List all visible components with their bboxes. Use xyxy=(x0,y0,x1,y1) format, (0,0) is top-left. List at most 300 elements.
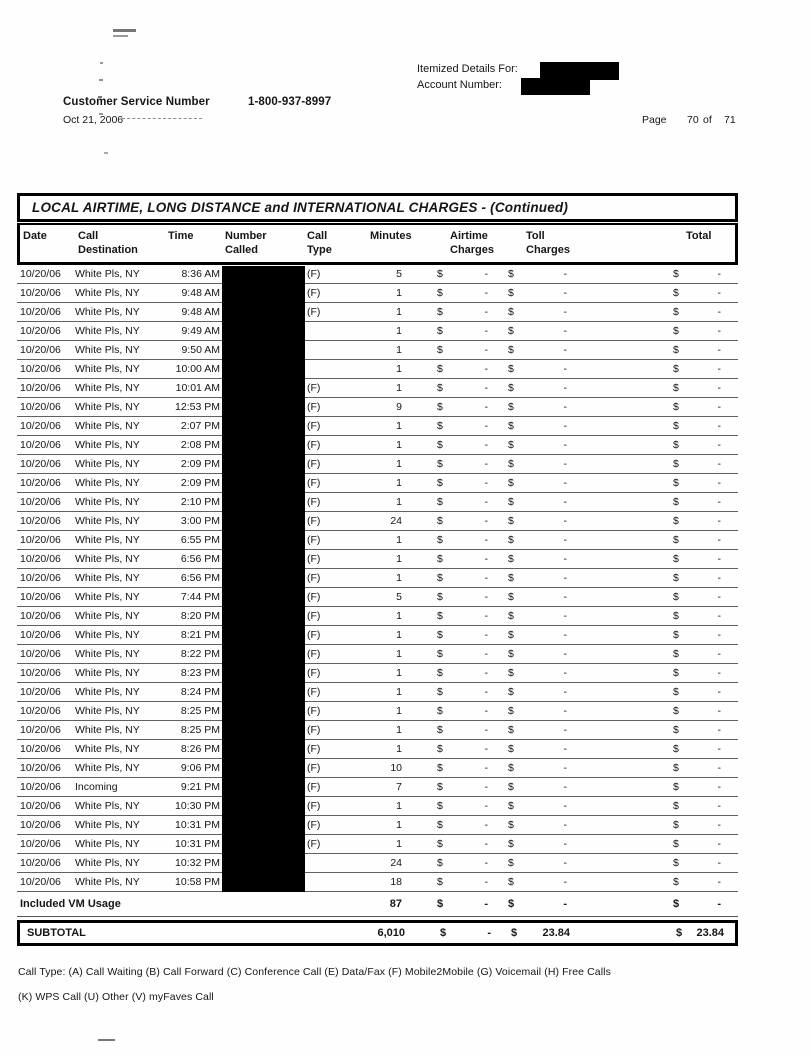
call-destination: White Pls, NY xyxy=(75,629,140,641)
currency-symbol: $ xyxy=(437,325,443,337)
currency-symbol: $ xyxy=(508,458,514,470)
currency-symbol: $ xyxy=(437,363,443,375)
airtime-charge-value: - xyxy=(484,496,488,508)
call-destination: White Pls, NY xyxy=(75,610,140,622)
call-destination: White Pls, NY xyxy=(75,382,140,394)
currency-symbol: $ xyxy=(508,876,514,888)
total-charge-value: - xyxy=(717,743,721,755)
airtime-charge-value: - xyxy=(484,268,488,280)
call-minutes: 1 xyxy=(396,705,402,717)
call-record-row xyxy=(17,455,738,474)
call-minutes: 1 xyxy=(396,420,402,432)
call-date: 10/20/06 xyxy=(20,572,61,584)
currency-symbol: $ xyxy=(437,762,443,774)
call-destination: White Pls, NY xyxy=(75,819,140,831)
customer-service-label: Customer Service Number xyxy=(63,96,210,108)
currency-symbol: $ xyxy=(508,667,514,679)
call-time: 9:50 AM xyxy=(181,344,220,356)
currency-symbol: $ xyxy=(437,705,443,717)
toll-charge-value: - xyxy=(563,610,567,622)
currency-symbol: $ xyxy=(508,420,514,432)
airtime-charge-value: - xyxy=(484,591,488,603)
currency-symbol: $ xyxy=(673,819,679,831)
currency-symbol: $ xyxy=(673,477,679,489)
col-header-minutes: Minutes xyxy=(370,230,412,242)
total-charge-value: - xyxy=(717,363,721,375)
call-record-row xyxy=(17,436,738,455)
toll-charge-value: - xyxy=(563,667,567,679)
scan-artifact xyxy=(122,118,202,119)
airtime-charge-value: - xyxy=(484,344,488,356)
call-record-row xyxy=(17,816,738,835)
toll-charge-value: - xyxy=(563,781,567,793)
total-charge-value: - xyxy=(717,591,721,603)
currency-symbol: $ xyxy=(508,382,514,394)
total-charge-value: - xyxy=(717,306,721,318)
call-date: 10/20/06 xyxy=(20,648,61,660)
call-date: 10/20/06 xyxy=(20,591,61,603)
call-time: 10:31 PM xyxy=(175,819,220,831)
airtime-charge-value: - xyxy=(484,857,488,869)
airtime-charge-value: - xyxy=(484,648,488,660)
call-type-code: (F) xyxy=(307,553,321,565)
currency-symbol: $ xyxy=(673,898,680,910)
call-minutes: 1 xyxy=(396,819,402,831)
toll-charge-value: - xyxy=(563,287,567,299)
call-record-row xyxy=(17,474,738,493)
call-minutes: 1 xyxy=(396,325,402,337)
scan-artifact xyxy=(104,152,108,154)
currency-symbol: $ xyxy=(437,534,443,546)
call-record-row xyxy=(17,341,738,360)
toll-charge-value: - xyxy=(563,724,567,736)
call-minutes: 1 xyxy=(396,838,402,850)
vm-toll-value: - xyxy=(563,898,567,910)
currency-symbol: $ xyxy=(673,458,679,470)
included-vm-usage-row xyxy=(17,892,738,917)
call-time: 2:08 PM xyxy=(180,439,220,451)
total-charge-value: - xyxy=(717,800,721,812)
col-header-call-type: Call Type xyxy=(307,230,332,256)
total-charge-value: - xyxy=(717,287,721,299)
currency-symbol: $ xyxy=(437,743,443,755)
toll-charge-value: - xyxy=(563,648,567,660)
call-date: 10/20/06 xyxy=(20,857,61,869)
currency-symbol: $ xyxy=(437,724,443,736)
call-type-code: (F) xyxy=(307,819,321,831)
call-destination: White Pls, NY xyxy=(75,591,140,603)
currency-symbol: $ xyxy=(673,268,679,280)
call-minutes: 24 xyxy=(390,515,402,527)
currency-symbol: $ xyxy=(508,838,514,850)
toll-charge-value: - xyxy=(563,420,567,432)
call-type-code: (F) xyxy=(307,781,321,793)
vm-airtime-value: - xyxy=(484,898,488,910)
call-time: 12:53 PM xyxy=(175,401,220,413)
call-type-code: (F) xyxy=(307,743,321,755)
call-destination: White Pls, NY xyxy=(75,306,140,318)
currency-symbol: $ xyxy=(508,496,514,508)
call-minutes: 1 xyxy=(396,496,402,508)
currency-symbol: $ xyxy=(673,743,679,755)
currency-symbol: $ xyxy=(437,306,443,318)
col-header-toll-charges: Toll Charges xyxy=(526,230,571,256)
currency-symbol: $ xyxy=(508,401,514,413)
subtotal-row xyxy=(17,920,738,946)
call-minutes: 1 xyxy=(396,572,402,584)
currency-symbol: $ xyxy=(508,572,514,584)
currency-symbol: $ xyxy=(673,325,679,337)
call-minutes: 1 xyxy=(396,344,402,356)
currency-symbol: $ xyxy=(508,439,514,451)
total-charge-value: - xyxy=(717,534,721,546)
total-charge-value: - xyxy=(717,325,721,337)
total-charge-value: - xyxy=(717,268,721,280)
col-header-number-called: Number Called xyxy=(225,230,267,256)
currency-symbol: $ xyxy=(673,629,679,641)
currency-symbol: $ xyxy=(508,325,514,337)
call-date: 10/20/06 xyxy=(20,876,61,888)
call-record-row xyxy=(17,835,738,854)
currency-symbol: $ xyxy=(508,857,514,869)
airtime-charge-value: - xyxy=(484,306,488,318)
toll-charge-value: - xyxy=(563,629,567,641)
call-time: 10:00 AM xyxy=(175,363,220,375)
currency-symbol: $ xyxy=(437,781,443,793)
total-charge-value: - xyxy=(717,819,721,831)
call-type-code: (F) xyxy=(307,724,321,736)
call-destination: White Pls, NY xyxy=(75,553,140,565)
call-destination: Incoming xyxy=(75,781,118,793)
call-date: 10/20/06 xyxy=(20,724,61,736)
currency-symbol: $ xyxy=(673,553,679,565)
call-minutes: 1 xyxy=(396,610,402,622)
total-charge-value: - xyxy=(717,724,721,736)
airtime-charge-value: - xyxy=(484,363,488,375)
col-header-call-destination: Call Destination xyxy=(78,230,138,256)
call-minutes: 1 xyxy=(396,439,402,451)
currency-symbol: $ xyxy=(673,876,679,888)
call-time: 10:30 PM xyxy=(175,800,220,812)
airtime-charge-value: - xyxy=(484,838,488,850)
call-time: 2:09 PM xyxy=(180,458,220,470)
toll-charge-value: - xyxy=(563,477,567,489)
call-destination: White Pls, NY xyxy=(75,724,140,736)
airtime-charge-value: - xyxy=(484,420,488,432)
call-date: 10/20/06 xyxy=(20,819,61,831)
call-destination: White Pls, NY xyxy=(75,705,140,717)
call-record-row xyxy=(17,778,738,797)
call-time: 2:10 PM xyxy=(180,496,220,508)
call-date: 10/20/06 xyxy=(20,686,61,698)
vm-usage-minutes: 87 xyxy=(389,898,402,910)
call-time: 9:48 AM xyxy=(181,287,220,299)
toll-charge-value: - xyxy=(563,686,567,698)
call-destination: White Pls, NY xyxy=(75,800,140,812)
call-minutes: 1 xyxy=(396,477,402,489)
call-time: 8:20 PM xyxy=(180,610,220,622)
currency-symbol: $ xyxy=(673,401,679,413)
call-date: 10/20/06 xyxy=(20,439,61,451)
total-charge-value: - xyxy=(717,382,721,394)
call-destination: White Pls, NY xyxy=(75,857,140,869)
total-charge-value: - xyxy=(717,610,721,622)
call-type-code: (F) xyxy=(307,439,321,451)
airtime-charge-value: - xyxy=(484,781,488,793)
total-charge-value: - xyxy=(717,496,721,508)
currency-symbol: $ xyxy=(673,648,679,660)
call-date: 10/20/06 xyxy=(20,382,61,394)
call-minutes: 24 xyxy=(390,857,402,869)
currency-symbol: $ xyxy=(508,743,514,755)
currency-symbol: $ xyxy=(508,515,514,527)
currency-symbol: $ xyxy=(508,648,514,660)
call-minutes: 18 xyxy=(390,876,402,888)
currency-symbol: $ xyxy=(508,477,514,489)
currency-symbol: $ xyxy=(437,857,443,869)
call-date: 10/20/06 xyxy=(20,268,61,280)
currency-symbol: $ xyxy=(673,610,679,622)
airtime-charge-value: - xyxy=(484,610,488,622)
currency-symbol: $ xyxy=(437,287,443,299)
currency-symbol: $ xyxy=(508,629,514,641)
airtime-charge-value: - xyxy=(484,876,488,888)
call-type-code: (F) xyxy=(307,534,321,546)
currency-symbol: $ xyxy=(437,838,443,850)
airtime-charge-value: - xyxy=(484,819,488,831)
currency-symbol: $ xyxy=(437,898,444,910)
currency-symbol: $ xyxy=(676,927,683,939)
currency-symbol: $ xyxy=(508,781,514,793)
airtime-charge-value: - xyxy=(484,325,488,337)
toll-charge-value: - xyxy=(563,800,567,812)
airtime-charge-value: - xyxy=(484,534,488,546)
itemized-details-label: Itemized Details For: xyxy=(417,63,518,75)
call-record-row xyxy=(17,626,738,645)
total-charge-value: - xyxy=(717,477,721,489)
currency-symbol: $ xyxy=(437,268,443,280)
toll-charge-value: - xyxy=(563,439,567,451)
total-charge-value: - xyxy=(717,667,721,679)
subtotal-toll-value: 23.84 xyxy=(542,927,570,939)
currency-symbol: $ xyxy=(508,724,514,736)
call-minutes: 1 xyxy=(396,724,402,736)
call-time: 6:56 PM xyxy=(180,553,220,565)
currency-symbol: $ xyxy=(673,344,679,356)
call-date: 10/20/06 xyxy=(20,477,61,489)
currency-symbol: $ xyxy=(508,287,514,299)
call-destination: White Pls, NY xyxy=(75,363,140,375)
call-type-code: (F) xyxy=(307,477,321,489)
total-charge-value: - xyxy=(717,458,721,470)
airtime-charge-value: - xyxy=(484,743,488,755)
currency-symbol: $ xyxy=(508,705,514,717)
call-record-row xyxy=(17,531,738,550)
currency-symbol: $ xyxy=(437,382,443,394)
call-type-code: (F) xyxy=(307,762,321,774)
table-header-row xyxy=(17,223,738,265)
call-type-code: (F) xyxy=(307,648,321,660)
currency-symbol: $ xyxy=(673,667,679,679)
table-title-box xyxy=(17,193,738,222)
call-time: 9:21 PM xyxy=(180,781,220,793)
total-charge-value: - xyxy=(717,857,721,869)
total-charge-value: - xyxy=(717,686,721,698)
call-time: 2:09 PM xyxy=(180,477,220,489)
call-minutes: 9 xyxy=(396,401,402,413)
call-type-code: (F) xyxy=(307,800,321,812)
currency-symbol: $ xyxy=(437,819,443,831)
call-time: 9:06 PM xyxy=(180,762,220,774)
col-header-date: Date xyxy=(23,230,47,242)
call-record-row xyxy=(17,607,738,626)
call-destination: White Pls, NY xyxy=(75,667,140,679)
currency-symbol: $ xyxy=(673,591,679,603)
toll-charge-value: - xyxy=(563,876,567,888)
call-date: 10/20/06 xyxy=(20,705,61,717)
call-minutes: 5 xyxy=(396,591,402,603)
currency-symbol: $ xyxy=(437,610,443,622)
call-record-row xyxy=(17,284,738,303)
call-date: 10/20/06 xyxy=(20,401,61,413)
col-header-total: Total xyxy=(686,230,712,242)
call-time: 8:26 PM xyxy=(180,743,220,755)
call-record-row xyxy=(17,379,738,398)
call-minutes: 1 xyxy=(396,553,402,565)
currency-symbol: $ xyxy=(673,838,679,850)
call-minutes: 1 xyxy=(396,306,402,318)
call-record-row xyxy=(17,322,738,341)
airtime-charge-value: - xyxy=(484,401,488,413)
currency-symbol: $ xyxy=(673,724,679,736)
airtime-charge-value: - xyxy=(484,458,488,470)
call-type-code: (F) xyxy=(307,401,321,413)
call-destination: White Pls, NY xyxy=(75,572,140,584)
call-record-row xyxy=(17,265,738,284)
total-charge-value: - xyxy=(717,838,721,850)
currency-symbol: $ xyxy=(437,800,443,812)
call-destination: White Pls, NY xyxy=(75,496,140,508)
call-destination: White Pls, NY xyxy=(75,268,140,280)
total-charge-value: - xyxy=(717,439,721,451)
call-destination: White Pls, NY xyxy=(75,420,140,432)
call-date: 10/20/06 xyxy=(20,325,61,337)
call-time: 7:44 PM xyxy=(180,591,220,603)
call-time: 8:22 PM xyxy=(180,648,220,660)
call-time: 6:55 PM xyxy=(180,534,220,546)
toll-charge-value: - xyxy=(563,458,567,470)
call-destination: White Pls, NY xyxy=(75,762,140,774)
call-record-row xyxy=(17,797,738,816)
currency-symbol: $ xyxy=(437,515,443,527)
call-date: 10/20/06 xyxy=(20,838,61,850)
subtotal-minutes: 6,010 xyxy=(377,927,405,939)
call-type-code: (F) xyxy=(307,420,321,432)
scan-artifact xyxy=(99,79,103,81)
call-destination: White Pls, NY xyxy=(75,344,140,356)
currency-symbol: $ xyxy=(437,553,443,565)
currency-symbol: $ xyxy=(673,515,679,527)
page-total: 71 xyxy=(724,114,736,126)
currency-symbol: $ xyxy=(673,382,679,394)
toll-charge-value: - xyxy=(563,591,567,603)
call-time: 8:21 PM xyxy=(180,629,220,641)
call-minutes: 1 xyxy=(396,648,402,660)
call-date: 10/20/06 xyxy=(20,306,61,318)
call-type-code: (F) xyxy=(307,572,321,584)
call-record-row xyxy=(17,645,738,664)
toll-charge-value: - xyxy=(563,572,567,584)
currency-symbol: $ xyxy=(508,306,514,318)
currency-symbol: $ xyxy=(673,287,679,299)
currency-symbol: $ xyxy=(511,927,518,939)
total-charge-value: - xyxy=(717,401,721,413)
currency-symbol: $ xyxy=(437,458,443,470)
call-minutes: 1 xyxy=(396,667,402,679)
total-charge-value: - xyxy=(717,781,721,793)
call-destination: White Pls, NY xyxy=(75,458,140,470)
toll-charge-value: - xyxy=(563,857,567,869)
call-record-row xyxy=(17,873,738,892)
currency-symbol: $ xyxy=(437,496,443,508)
currency-symbol: $ xyxy=(673,534,679,546)
currency-symbol: $ xyxy=(673,363,679,375)
toll-charge-value: - xyxy=(563,819,567,831)
airtime-charge-value: - xyxy=(484,629,488,641)
call-time: 10:32 PM xyxy=(175,857,220,869)
call-type-legend-line2: (K) WPS Call (U) Other (V) myFaves Call xyxy=(18,991,214,1003)
total-charge-value: - xyxy=(717,420,721,432)
charges-table xyxy=(17,193,738,946)
call-record-row xyxy=(17,702,738,721)
currency-symbol: $ xyxy=(508,344,514,356)
currency-symbol: $ xyxy=(437,686,443,698)
call-minutes: 1 xyxy=(396,800,402,812)
call-record-row xyxy=(17,550,738,569)
toll-charge-value: - xyxy=(563,553,567,565)
currency-symbol: $ xyxy=(673,781,679,793)
call-minutes: 1 xyxy=(396,287,402,299)
call-record-row xyxy=(17,569,738,588)
airtime-charge-value: - xyxy=(484,287,488,299)
call-type-code: (F) xyxy=(307,591,321,603)
currency-symbol: $ xyxy=(437,876,443,888)
call-minutes: 1 xyxy=(396,686,402,698)
call-record-row xyxy=(17,398,738,417)
airtime-charge-value: - xyxy=(484,667,488,679)
toll-charge-value: - xyxy=(563,306,567,318)
currency-symbol: $ xyxy=(508,800,514,812)
currency-symbol: $ xyxy=(673,572,679,584)
call-type-code: (F) xyxy=(307,667,321,679)
page-label: Page xyxy=(642,114,667,126)
call-record-row xyxy=(17,493,738,512)
call-date: 10/20/06 xyxy=(20,534,61,546)
toll-charge-value: - xyxy=(563,515,567,527)
scan-artifact xyxy=(98,1039,115,1041)
call-type-code: (F) xyxy=(307,515,321,527)
call-destination: White Pls, NY xyxy=(75,743,140,755)
currency-symbol: $ xyxy=(508,762,514,774)
currency-symbol: $ xyxy=(508,898,515,910)
total-charge-value: - xyxy=(717,629,721,641)
redacted-account-bar xyxy=(521,78,590,95)
call-minutes: 1 xyxy=(396,382,402,394)
vm-total-value: - xyxy=(717,898,721,910)
col-header-airtime-charges: Airtime Charges xyxy=(450,230,495,256)
call-date: 10/20/06 xyxy=(20,344,61,356)
call-record-row xyxy=(17,683,738,702)
